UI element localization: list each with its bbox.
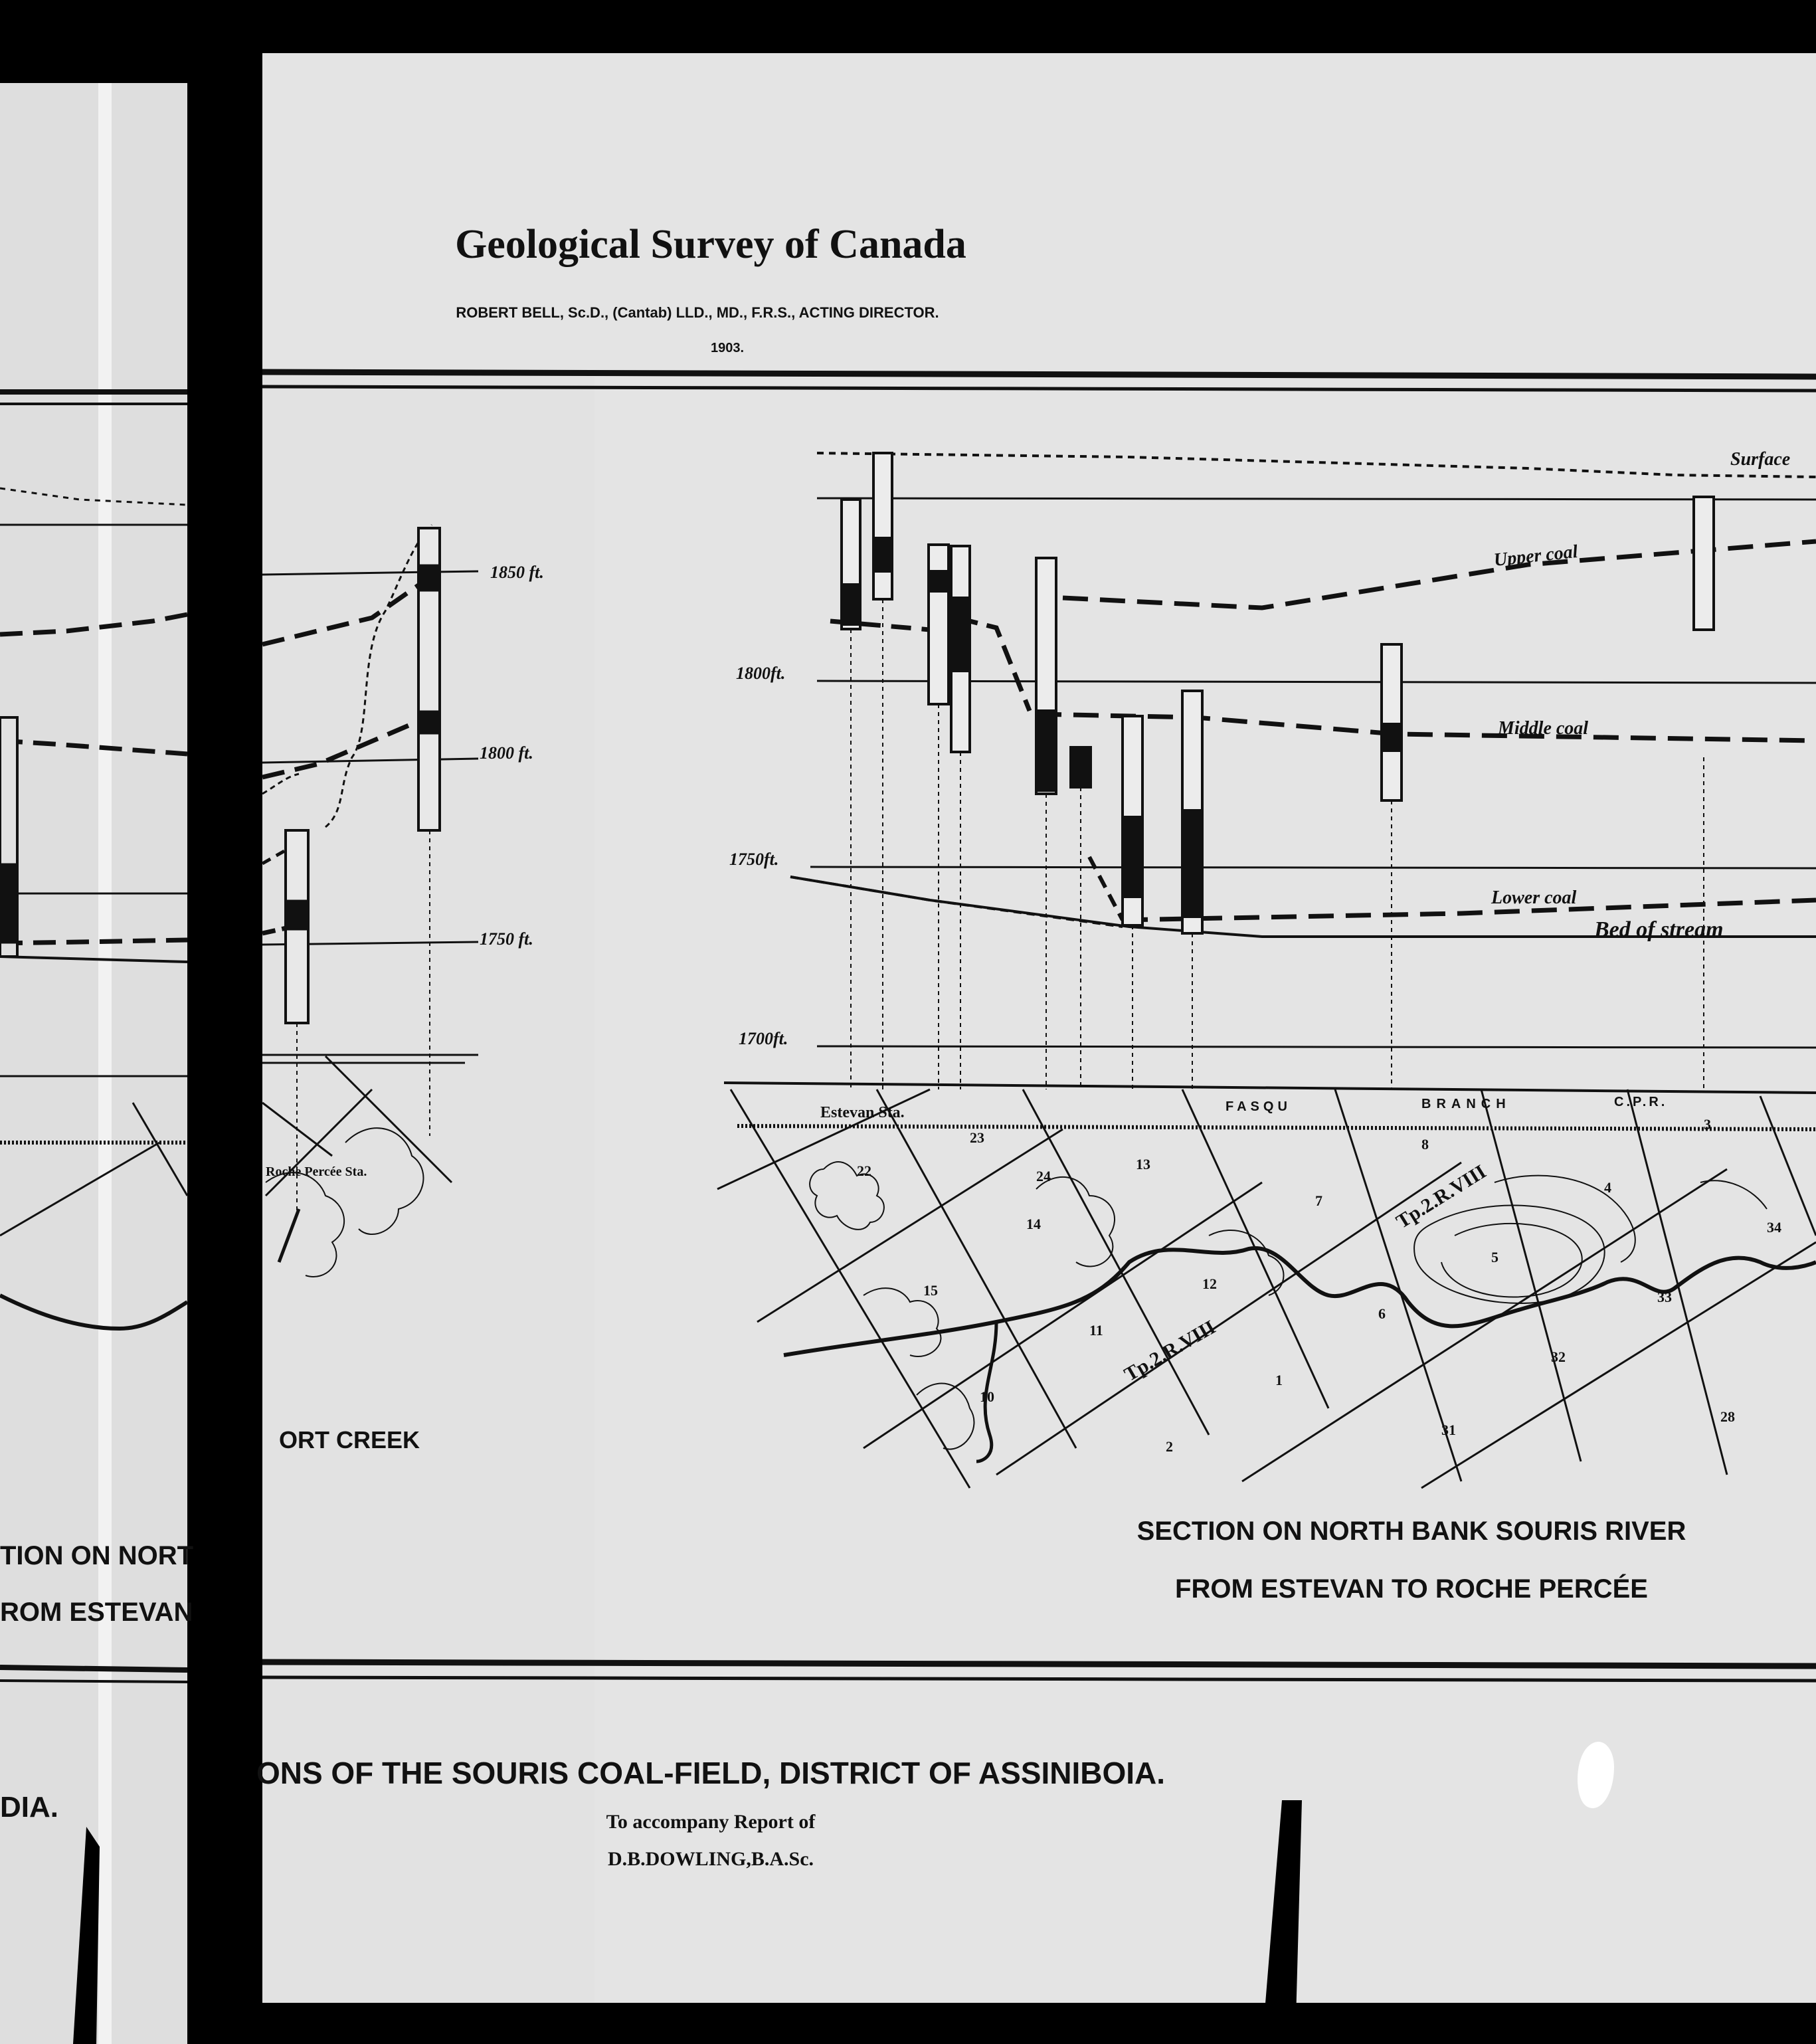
director-line: ROBERT BELL, Sc.D., (Cantab) LLD., MD., F.R.S., ACTING DIRECTOR.	[456, 304, 939, 321]
svg-text:23: 23	[970, 1129, 984, 1146]
year: 1903.	[710, 341, 745, 355]
svg-text:1: 1	[1275, 1372, 1283, 1388]
label-railway-3: C.P.R.	[1614, 1095, 1668, 1109]
svg-text:11: 11	[1089, 1322, 1103, 1339]
far-left-caption-1: TION ON NORT	[0, 1541, 194, 1570]
fold-light	[98, 83, 112, 2044]
svg-text:15: 15	[923, 1282, 938, 1299]
label-lower-coal: Lower coal	[1491, 887, 1577, 908]
far-left-footer: DIA.	[0, 1791, 58, 1823]
svg-text:5: 5	[1491, 1249, 1498, 1265]
svg-text:28: 28	[1720, 1408, 1735, 1425]
svg-text:13: 13	[1136, 1156, 1150, 1172]
svg-text:7: 7	[1315, 1192, 1322, 1209]
far-left-caption-2: ROM ESTEVAN	[0, 1598, 193, 1627]
elev-1700-main: 1700ft.	[739, 1029, 788, 1048]
bottom-edge	[262, 2003, 1816, 2044]
label-roche-percee-station: Roche Percée Sta.	[266, 1164, 367, 1179]
label-surface: Surface	[1730, 449, 1791, 470]
svg-text:34: 34	[1767, 1219, 1781, 1236]
elev-1750-left: 1750 ft.	[480, 929, 533, 949]
elev-1800-main: 1800ft.	[736, 664, 786, 683]
label-township-1: Tp.2.R.VIII	[1121, 1316, 1220, 1386]
top-edge	[262, 0, 1816, 53]
label-railway-2: BRANCH	[1421, 1097, 1511, 1111]
svg-text:3: 3	[1704, 1116, 1711, 1133]
footer-rule	[262, 1662, 1816, 1666]
left-sheet	[0, 83, 187, 2044]
label-railway-1: FASQU	[1226, 1099, 1291, 1114]
label-middle-coal: Middle coal	[1498, 718, 1589, 739]
svg-text:32: 32	[1551, 1348, 1566, 1365]
label-estevan-station: Estevan Sta.	[820, 1104, 905, 1121]
svg-text:24: 24	[1036, 1168, 1051, 1184]
caption-line-2: FROM ESTEVAN TO ROCHE PERCÉE	[1175, 1574, 1648, 1604]
caption-line-1: SECTION ON NORTH BANK SOURIS RIVER	[1136, 1517, 1686, 1546]
elev-1800-left: 1800 ft.	[480, 743, 533, 763]
svg-text:12: 12	[1202, 1275, 1217, 1292]
survey-title: Geological Survey of Canada	[455, 222, 966, 267]
svg-text:33: 33	[1657, 1289, 1672, 1305]
svg-text:14: 14	[1026, 1216, 1041, 1232]
svg-text:4: 4	[1604, 1179, 1611, 1196]
far-left-footer-rule	[0, 1667, 187, 1670]
svg-text:2: 2	[1166, 1438, 1173, 1455]
label-township-2: Tp.2.R.VIII	[1392, 1161, 1491, 1233]
label-upper-coal: Upper coal	[1493, 541, 1579, 571]
label-creek: ORT CREEK	[279, 1426, 420, 1453]
label-bed-of-stream: Bed of stream	[1594, 917, 1724, 942]
svg-text:22: 22	[857, 1162, 871, 1179]
footer-author: D.B.DOWLING,B.A.Sc.	[607, 1848, 814, 1870]
far-left-footer-rule-thin	[0, 1681, 187, 1682]
elev-1850-left: 1850 ft.	[490, 563, 544, 582]
footer-title: ONS OF THE SOURIS COAL-FIELD, DISTRICT OF ASSINIBOIA.	[256, 1756, 1166, 1790]
svg-text:31: 31	[1441, 1422, 1456, 1438]
svg-text:6: 6	[1378, 1305, 1386, 1322]
elev-1750-main: 1750ft.	[729, 850, 779, 869]
footer-accompany: To accompany Report of	[606, 1811, 816, 1833]
svg-text:8: 8	[1421, 1136, 1429, 1153]
fold-strip	[187, 83, 262, 2044]
svg-text:10: 10	[980, 1388, 994, 1405]
